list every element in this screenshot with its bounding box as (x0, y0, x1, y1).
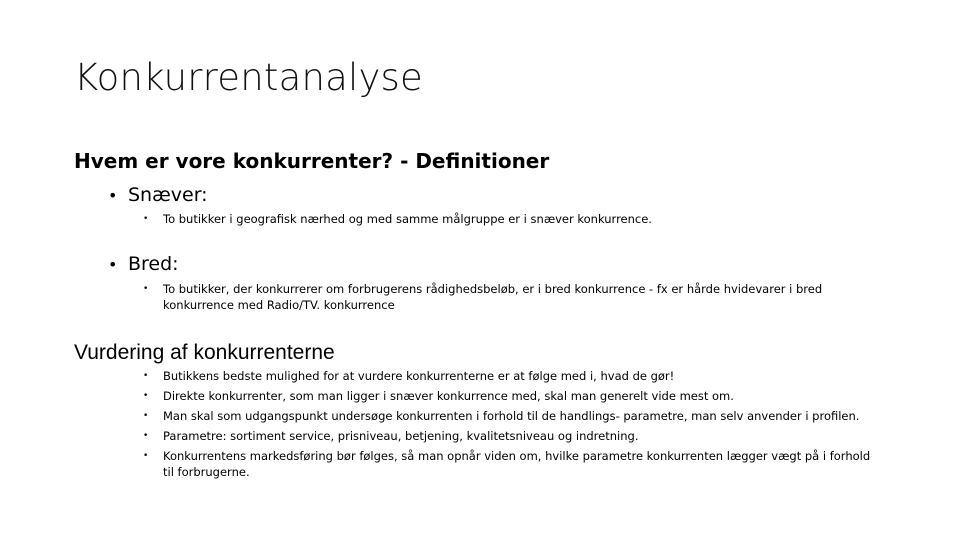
list-item (143, 409, 883, 425)
bullet-dot: • (143, 371, 149, 381)
list-item-text: Man skal som udgangspunkt undersøge konkurrenten i forhold til de handlings- parametre, man selv anvender i profilen. (163, 409, 860, 423)
sub-bullet-bred (143, 282, 863, 313)
bullet-dot: • (143, 391, 149, 401)
list-item-text: Direkte konkurrenter, som man ligger i snæver konkurrence med, skal man generelt vide mest om. (163, 389, 734, 403)
bullet-label-snaever: Snæver: (128, 184, 208, 206)
vurdering-list (143, 369, 883, 485)
section-heading-definitions: Hvem er vore konkurrenter? - Definitioner (74, 149, 550, 173)
bullet-dot: • (108, 186, 118, 205)
bullet-dot: • (143, 411, 149, 421)
bullet-dot: • (143, 214, 149, 224)
list-item-text: Konkurrentens markedsføring bør følges, så man opnår viden om, hvilke parametre konkurrenten lægger vægt på i forhold til forbrugerne. (163, 449, 871, 479)
bullet-dot: • (108, 255, 118, 274)
sub-bullet-text-snaever: To butikker i geografisk nærhed og med samme målgruppe er i snæver konkurrence. (163, 212, 652, 226)
list-item-text: Parametre: sortiment service, prisniveau, betjening, kvalitetsniveau og indretning. (163, 429, 639, 443)
bullet-dot: • (143, 284, 149, 294)
bullet-dot: • (143, 451, 149, 461)
sub-bullet-snaever (143, 212, 863, 228)
list-item (143, 389, 883, 405)
bullet-bred (108, 253, 179, 275)
slide-title: Konkurrentanalyse (74, 56, 423, 99)
section-heading-vurdering: Vurdering af konkurrenterne (74, 341, 335, 364)
bullet-dot: • (143, 431, 149, 441)
sub-bullet-text-bred: To butikker, der konkurrerer om forbrugerens rådighedsbeløb, er i bred konkurrence - fx er hårde hvidevarer i bred konkurrence med Radio/TV. konkurrence (163, 282, 823, 312)
list-item (143, 369, 883, 385)
bullet-label-bred: Bred: (128, 253, 179, 275)
list-item (143, 449, 883, 480)
list-item-text: Butikkens bedste mulighed for at vurdere konkurrenterne er at følge med i, hvad de gør! (163, 369, 675, 383)
list-item (143, 429, 883, 445)
bullet-snaever (108, 184, 208, 206)
